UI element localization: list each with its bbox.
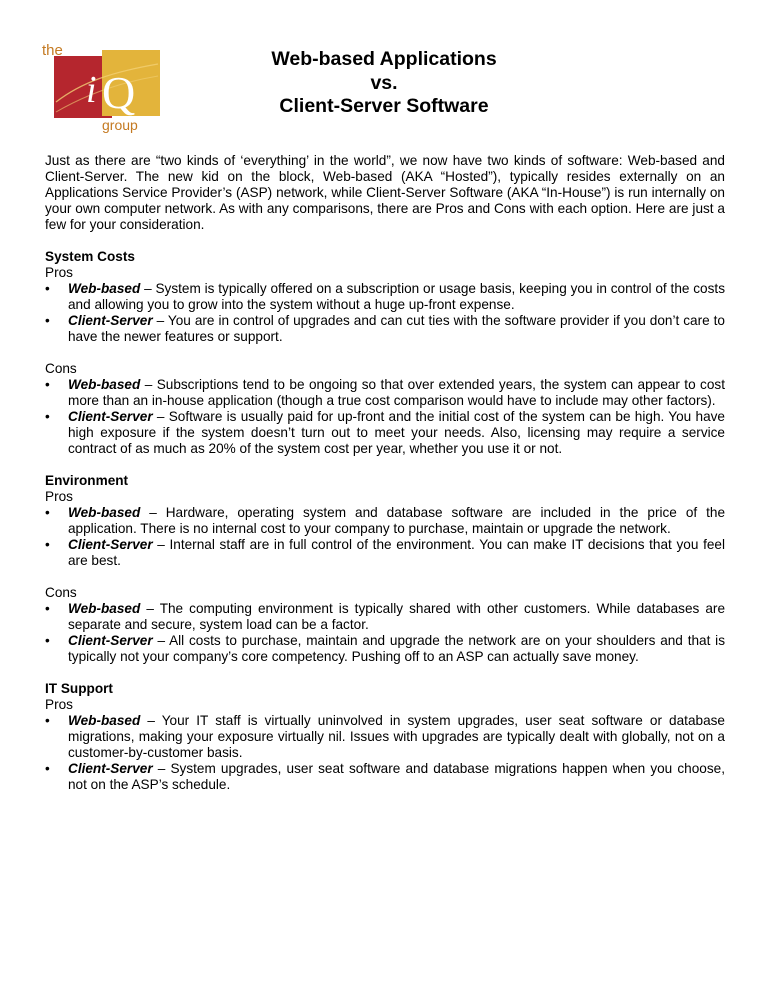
bullet-icon: • xyxy=(45,761,50,776)
bullet-icon: • xyxy=(45,713,50,728)
section-title: System Costs xyxy=(45,249,135,264)
item-term: Client-Server xyxy=(68,409,153,424)
title-line-2: vs. xyxy=(370,71,398,94)
item-term: Web-based xyxy=(68,377,141,392)
title-line-1: Web-based Applications xyxy=(271,48,497,70)
item-text: – All costs to purchase, maintain and upgrade the network are on your shoulders and that is typically not your company’s core competency. Pushing off to an ASP can actually save money. xyxy=(68,633,725,664)
list-item xyxy=(45,281,725,313)
item-text: – Subscriptions tend to be ongoing so that over extended years, the system can appear to cost more than an in-house application (though a true cost comparison would have to include may other factors). xyxy=(68,377,725,408)
intro-paragraph: Just as there are “two kinds of ‘everything’ in the world”, we now have two kinds of software: Web-based and Client-Server. The new kid on the block, Web-based (AKA “Hosted”), typically resides externally on an Applications Service Provider’s (ASP) network, while Client-Server Software (AKA “In-House”) is run internally on your own computer network. As with any comparisons, there are Pros and Cons with each option. Here are just a few for your consideration. xyxy=(45,153,725,232)
pros-list xyxy=(45,281,725,345)
logo-word-bottom: group xyxy=(102,117,138,133)
pros-label: Pros xyxy=(45,265,73,280)
list-item xyxy=(45,313,725,345)
bullet-icon: • xyxy=(45,377,50,392)
item-term: Web-based xyxy=(68,601,141,616)
list-item xyxy=(45,377,725,409)
section-title: IT Support xyxy=(45,681,113,696)
item-term: Client-Server xyxy=(68,537,153,552)
item-text: – Software is usually paid for up-front and the initial cost of the system can be high. You have high exposure if the system doesn’t turn out to meet your needs. Also, licensing may require a service contract of as much as 20% of the system cost per year, whether you use it or not. xyxy=(68,409,725,456)
section-it-support xyxy=(45,681,725,793)
list-item xyxy=(45,505,725,537)
bullet-icon: • xyxy=(45,537,50,552)
bullet-icon: • xyxy=(45,505,50,520)
list-item xyxy=(45,409,725,457)
logo-letter-q: Q xyxy=(102,67,136,118)
document-body xyxy=(45,153,725,793)
logo-letter-i: i xyxy=(86,69,97,111)
cons-label: Cons xyxy=(45,361,77,376)
item-text: – Your IT staff is virtually uninvolved in system upgrades, user seat software or database migrations, making your exposure virtually nil. Issues with upgrades are typically dealt with globally, not on a customer-by-customer basis. xyxy=(68,713,725,760)
bullet-icon: • xyxy=(45,633,50,648)
item-text: – Internal staff are in full control of the environment. You can make IT decisions that you feel are best. xyxy=(68,537,725,568)
list-item xyxy=(45,713,725,761)
item-term: Web-based xyxy=(68,713,141,728)
item-text: – You are in control of upgrades and can cut ties with the software provider if you don’t care to have the newer features or support. xyxy=(68,313,725,344)
section-environment xyxy=(45,473,725,665)
section-system-costs xyxy=(45,249,725,457)
item-term: Client-Server xyxy=(68,761,153,776)
bullet-icon: • xyxy=(45,601,50,616)
item-term: Web-based xyxy=(68,281,141,296)
item-text: – The computing environment is typically shared with other customers. While databases are separate and secure, system load can be a factor. xyxy=(68,601,725,632)
item-term: Client-Server xyxy=(68,313,153,328)
pros-label: Pros xyxy=(45,697,73,712)
list-item xyxy=(45,537,725,569)
cons-list xyxy=(45,601,725,665)
item-text: – Hardware, operating system and database software are included in the price of the application. There is no internal cost to your company to purchase, maintain or upgrade the network. xyxy=(68,505,725,536)
page-title xyxy=(0,48,768,119)
item-text: – System upgrades, user seat software and database migrations happen when you choose, not on the ASP’s schedule. xyxy=(68,761,725,792)
cons-label: Cons xyxy=(45,585,77,600)
bullet-icon: • xyxy=(45,281,50,296)
pros-list xyxy=(45,505,725,569)
item-term: Client-Server xyxy=(68,633,153,648)
pros-label: Pros xyxy=(45,489,73,504)
logo-word-top: the xyxy=(42,42,63,59)
bullet-icon: • xyxy=(45,313,50,328)
item-term: Web-based xyxy=(68,505,141,520)
list-item xyxy=(45,761,725,793)
title-line-3: Client-Server Software xyxy=(279,95,489,117)
list-item xyxy=(45,633,725,665)
cons-list xyxy=(45,377,725,457)
item-text: – System is typically offered on a subscription or usage basis, keeping you in control of the costs and allowing you to grow into the system without a huge up-front expense. xyxy=(68,281,725,312)
list-item xyxy=(45,601,725,633)
bullet-icon: • xyxy=(45,409,50,424)
section-title: Environment xyxy=(45,473,129,488)
pros-list xyxy=(45,713,725,793)
